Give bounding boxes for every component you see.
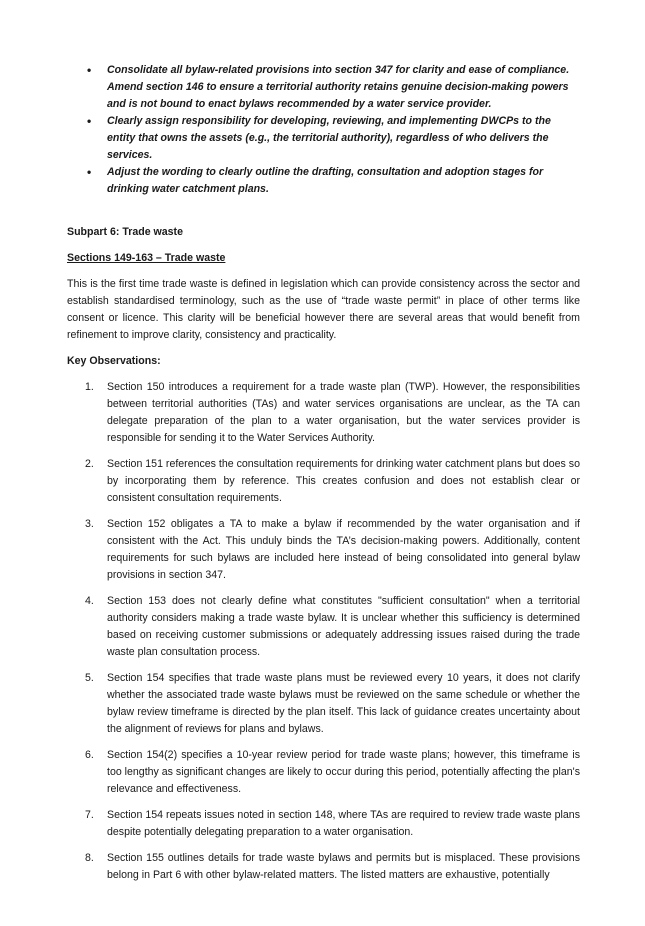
observation-item: 2. Section 151 references the consultation requirements for drinking water catchment plans but does so by incorporating them by reference. This creates confusion and does not establish clear or consistent consultation requirements. — [85, 458, 580, 504]
observation-item: 5. Section 154 specifies that trade waste plans must be reviewed every 10 years, it does not clarify whether the associated trade waste bylaws must be reviewed on the same schedule or whether the bylaw review timeframe is directed by the plan itself. This lack of guidance creates uncertainty about the alignment of reviews for plans and bylaws. — [85, 672, 580, 735]
observation-item: 3. Section 152 obligates a TA to make a bylaw if recommended by the water organisation and if consistent with the Act. This unduly binds the TA’s decision-making powers. Additionally, content requirements for such bylaws are included here instead of being consolidated into general bylaw provisions in section 347. — [85, 518, 580, 581]
recommendations-list — [67, 62, 580, 198]
recommendation-item: • Adjust the wording to clearly outline the drafting, consultation and adoption stages for drinking water catchment plans. — [107, 164, 580, 198]
key-observations-heading: Key Observations: — [67, 355, 161, 367]
observation-item: 8. Section 155 outlines details for trade waste bylaws and permits but is misplaced. These provisions belong in Part 6 with other bylaw-related matters. The listed matters are exhaustive, potentially — [85, 852, 580, 881]
subpart-heading: Subpart 6: Trade waste — [67, 226, 183, 238]
section-heading: Sections 149-163 – Trade waste — [67, 252, 226, 264]
observation-item: 7. Section 154 repeats issues noted in section 148, where TAs are required to review trade waste plans despite potentially delegating preparation to a water organisation. — [85, 809, 580, 838]
observations-list — [67, 379, 580, 884]
intro-paragraph: This is the first time trade waste is defined in legislation which can provide consistency across the sector and establish standardised terminology, such as the use of “trade waste permit” in place of other terms like consent or licence. This clarity will be beneficial however there are several areas that would benefit from refinement to improve clarity, consistency and practicality. — [67, 278, 580, 341]
observation-item: 4. Section 153 does not clearly define what constitutes "sufficient consultation" when a territorial authority considers making a trade waste bylaw. It is unclear whether this sufficiency is determined based on receiving customer submissions or adequately addressing issues raised during the trade waste plan consultation process. — [85, 595, 580, 658]
recommendation-item: • Consolidate all bylaw-related provisions into section 347 for clarity and ease of compliance. Amend section 146 to ensure a territorial authority retains genuine decision-making powers and is not bound to enact bylaws recommended by a water service provider. — [107, 62, 580, 113]
recommendation-item: • Clearly assign responsibility for developing, reviewing, and implementing DWCPs to the entity that owns the assets (e.g., the territorial authority), regardless of who delivers the services. — [107, 113, 580, 164]
observation-item: 1. Section 150 introduces a requirement for a trade waste plan (TWP). However, the responsibilities between territorial authorities (TAs) and water services organisations are unclear, as the TA can delegate preparation of the plan to a water organisation, but the water services provider is responsible for sending it to the Water Services Authority. — [85, 381, 580, 444]
observation-item: 6. Section 154(2) specifies a 10-year review period for trade waste plans; however, this timeframe is too lengthy as significant changes are likely to occur during this period, potentially affecting the plan's relevance and effectiveness. — [85, 749, 580, 795]
